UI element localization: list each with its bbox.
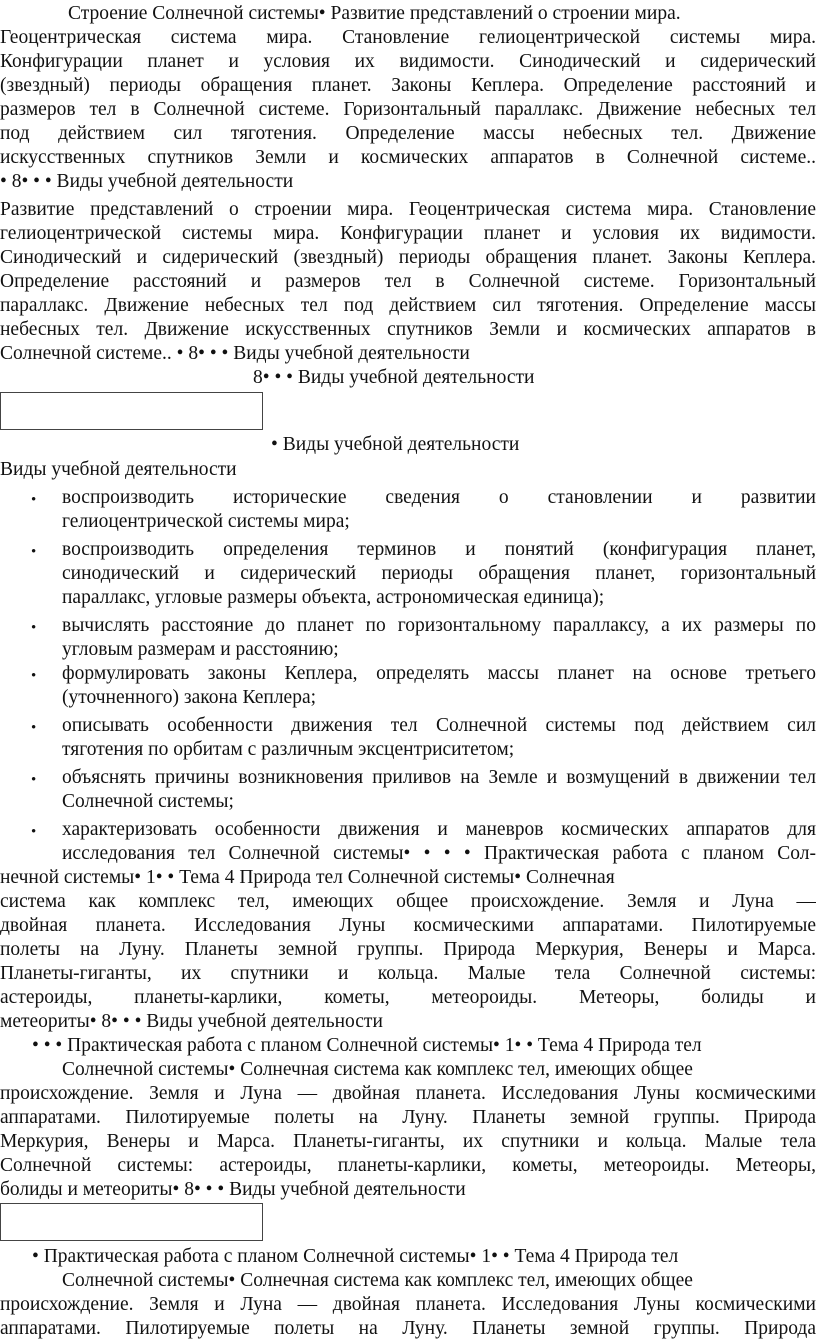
text-line: Солнечной системы• Солнечная система как комплекс тел, имеющих общее bbox=[62, 1059, 693, 1080]
text-line: аппаратами. Пилотируемые полеты на Луну. Планеты земной группы. Природа bbox=[0, 1107, 816, 1128]
empty-frame bbox=[0, 392, 263, 430]
list-bullet: • bbox=[31, 720, 37, 736]
text-line: происхождение. Земля и Луна — двойная планета. Исследования Луны космическими bbox=[0, 1294, 816, 1315]
text-line: характеризовать особенности движения и маневров космических аппаратов для bbox=[62, 819, 816, 840]
text-line: полеты на Луну. Планеты земной группы. Природа Меркурия, Венеры и Марса. bbox=[0, 939, 816, 960]
text-line: исследования тел Солнечной системы• • • • Практическая работа с планом Сол- bbox=[62, 843, 816, 864]
list-bullet: • bbox=[31, 668, 37, 684]
list-bullet: • bbox=[31, 544, 37, 560]
text-line: (звездный) периоды обращения планет. Законы Кеплера. Определение расстояний и bbox=[0, 75, 816, 96]
text-line: 8• • • Виды учебной деятельности bbox=[253, 367, 535, 388]
text-line: искусственных спутников Земли и космических аппаратов в Солнечной системе.. bbox=[0, 147, 816, 168]
text-line: угловым размерам и расстоянию; bbox=[62, 639, 339, 660]
text-line: Виды учебной деятельности bbox=[0, 459, 237, 480]
text-line: описывать особенности движения тел Солнечной системы под действием сил bbox=[62, 715, 816, 736]
text-line: болиды и метеориты• 8• • • Виды учебной деятельности bbox=[0, 1179, 466, 1200]
text-line: синодический и сидерический периоды обращения планет, горизонтальный bbox=[62, 563, 816, 584]
text-line: (уточненного) закона Кеплера; bbox=[62, 687, 317, 708]
text-line: параллакс. Движение небесных тел под действием сил тяготения. Определение массы bbox=[0, 295, 816, 316]
text-line: Меркурия, Венеры и Марса. Планеты-гиганты, их спутники и кольца. Малые тела bbox=[0, 1131, 816, 1152]
text-line: воспроизводить определения терминов и понятий (конфигурация планет, bbox=[62, 539, 816, 560]
text-line: Солнечной системы• Солнечная система как комплекс тел, имеющих общее bbox=[62, 1270, 693, 1291]
text-line: объяснять причины возникновения приливов на Земле и возмущений в движении тел bbox=[62, 767, 816, 788]
text-line: происхождение. Земля и Луна — двойная планета. Исследования Луны космическими bbox=[0, 1083, 816, 1104]
text-line: параллакс, угловые размеры объекта, астрономическая единица); bbox=[62, 587, 605, 608]
text-line: воспроизводить исторические сведения о становлении и развитии bbox=[62, 487, 816, 508]
list-bullet: • bbox=[31, 492, 37, 508]
text-line: Геоцентрическая система мира. Становление гелиоцентрической системы мира. bbox=[0, 27, 816, 48]
text-line: гелиоцентрической системы мира; bbox=[62, 511, 350, 532]
text-line: гелиоцентрической системы мира. Конфигурации планет и условия их видимости. bbox=[0, 223, 816, 244]
text-line: метеориты• 8• • • Виды учебной деятельности bbox=[0, 1011, 383, 1032]
text-line: вычислять расстояние до планет по горизонтальному параллаксу, а их размеры по bbox=[62, 615, 816, 636]
list-bullet: • bbox=[31, 824, 37, 840]
text-line: Солнечной системы; bbox=[62, 791, 234, 812]
text-line: тяготения по орбитам с различным эксцентриситетом; bbox=[62, 739, 515, 760]
text-line: нечной системы• 1• • Тема 4 Природа тел Солнечной системы• Солнечная bbox=[0, 867, 615, 888]
list-bullet: • bbox=[31, 772, 37, 788]
text-line: двойная планета. Исследования Луны космическими аппаратами. Пилотируемые bbox=[0, 915, 816, 936]
text-line: Конфигурации планет и условия их видимости. Синодический и сидерический bbox=[0, 51, 816, 72]
text-line: • • • Практическая работа с планом Солнечной системы• 1• • Тема 4 Природа тел bbox=[32, 1035, 702, 1056]
text-line: Определение расстояний и размеров тел в Солнечной системе. Горизонтальный bbox=[0, 271, 816, 292]
text-line: аппаратами. Пилотируемые полеты на Луну. Планеты земной группы. Природа bbox=[0, 1318, 816, 1339]
text-line: Синодический и сидерический (звездный) периоды обращения планет. Законы Кеплера. bbox=[0, 247, 816, 268]
text-line: Развитие представлений о строении мира. Геоцентрическая система мира. Становление bbox=[0, 199, 816, 220]
text-line: Планеты-гиганты, их спутники и кольца. Малые тела Солнечной системы: bbox=[0, 963, 816, 984]
text-line: небесных тел. Движение искусственных спутников Земли и космических аппаратов в bbox=[0, 319, 816, 340]
text-line: Солнечной системе.. • 8• • • Виды учебной деятельности bbox=[0, 343, 470, 364]
empty-frame bbox=[0, 1203, 263, 1241]
text-line: под действием сил тяготения. Определение массы небесных тел. Движение bbox=[0, 123, 816, 144]
text-line: • 8• • • Виды учебной деятельности bbox=[0, 171, 294, 192]
text-line: формулировать законы Кеплера, определять массы планет на основе третьего bbox=[62, 663, 816, 684]
text-line: астероиды, планеты-карлики, кометы, метеороиды. Метеоры, болиды и bbox=[0, 987, 816, 1008]
list-bullet: • bbox=[31, 620, 37, 636]
text-line: Солнечной системы: астероиды, планеты-карлики, кометы, метеороиды. Метеоры, bbox=[0, 1155, 816, 1176]
text-line: Строение Солнечной системы• Развитие представлений о строении мира. bbox=[68, 3, 681, 24]
text-line: • Виды учебной деятельности bbox=[271, 434, 520, 455]
text-line: система как комплекс тел, имеющих общее происхождение. Земля и Луна — bbox=[0, 891, 816, 912]
text-line: • Практическая работа с планом Солнечной системы• 1• • Тема 4 Природа тел bbox=[32, 1246, 679, 1267]
text-line: размеров тел в Солнечной системе. Горизонтальный параллакс. Движение небесных тел bbox=[0, 99, 816, 120]
